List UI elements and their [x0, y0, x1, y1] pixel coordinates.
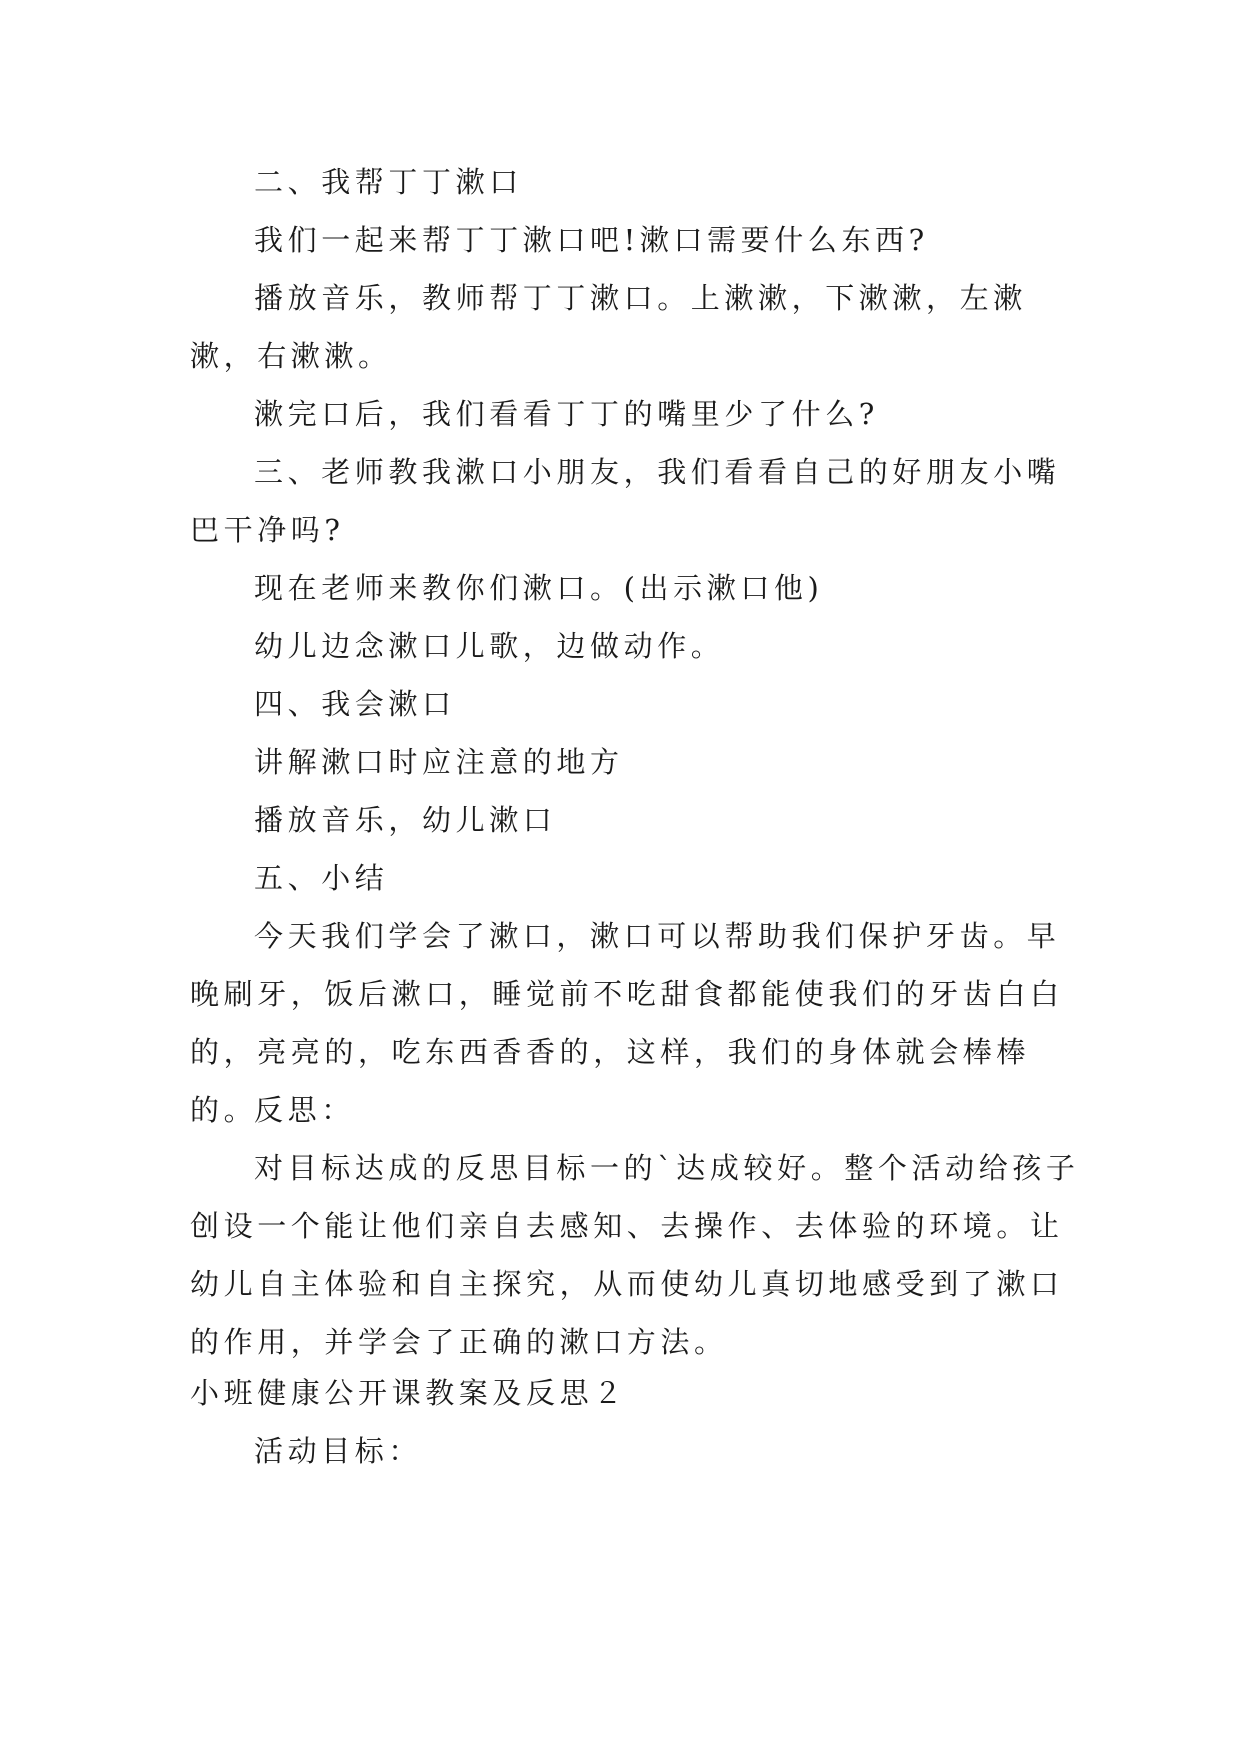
- section-heading-3: 三、老师教我漱口小朋友，我们看看自己的好朋友小嘴巴干净吗?: [190, 455, 1061, 547]
- section-title: 小班健康公开课教案及反思２: [190, 1376, 627, 1410]
- paragraph: 现在老师来教你们漱口。(出示漱口他): [254, 571, 824, 605]
- paragraph: 幼儿边念漱口儿歌，边做动作。: [254, 629, 725, 663]
- reflection-heading: 反思：: [254, 1093, 355, 1127]
- paragraph: 播放音乐，幼儿漱口: [254, 803, 557, 837]
- section-heading-2: 二、我帮丁丁漱口: [254, 165, 523, 199]
- paragraph: 我们一起来帮丁丁漱口吧!漱口需要什么东西?: [254, 223, 929, 257]
- paragraph: 播放音乐，教师帮丁丁漱口。上漱漱，下漱漱，左漱漱，右漱漱。: [190, 281, 1027, 373]
- objectives-heading: 活动目标：: [254, 1434, 423, 1468]
- section-heading-4: 四、我会漱口: [254, 687, 456, 721]
- paragraph: 漱完口后，我们看看丁丁的嘴里少了什么?: [254, 397, 879, 431]
- section-heading-5: 五、小结: [254, 861, 389, 895]
- summary-paragraph: 今天我们学会了漱口，漱口可以帮助我们保护牙齿。早晚刷牙，饭后漱口，睡觉前不吃甜食都能使我们的牙齿白白的，亮亮的，吃东西香香的，这样，我们的身体就会棒棒的。: [190, 919, 1064, 1127]
- paragraph: 讲解漱口时应注意的地方: [254, 745, 624, 779]
- reflection-paragraph: 对目标达成的反思目标一的`达成较好。整个活动给孩子创设一个能让他们亲自去感知、去操作、去体验的环境。让幼儿自主体验和自主探究，从而使幼儿真切地感受到了漱口的作用，并学会了正确的漱口方法。: [190, 1151, 1080, 1359]
